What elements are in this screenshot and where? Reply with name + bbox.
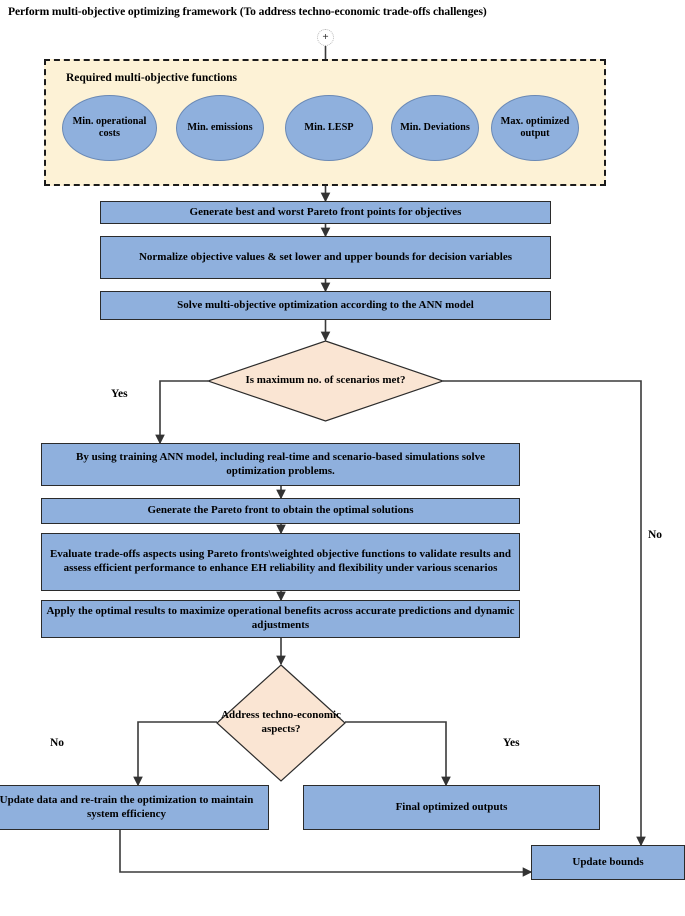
process-evaluate-tradeoffs[interactable] [41, 533, 520, 591]
process-update-bounds[interactable] [531, 845, 685, 880]
process-final-optimized-outputs[interactable] [303, 785, 600, 830]
process-label: Evaluate trade-offs aspects using Pareto fronts\weighted objective functions to validate results and assess efficient performance to enhance EH reliability and flexibility under various scenarios [49, 548, 512, 574]
objective-node-deviations[interactable] [391, 95, 479, 161]
process-generate-pareto-points[interactable] [100, 201, 551, 224]
decision-max-scenarios[interactable] [207, 340, 444, 422]
decision-shape [216, 664, 346, 782]
process-generate-pareto-front[interactable] [41, 498, 520, 524]
process-label: Update bounds [572, 855, 644, 868]
edge-label-scenarios-no: No [648, 529, 663, 541]
objectives-group-label: Required multi-objective functions [66, 72, 238, 84]
decision-techno-economic[interactable] [216, 664, 346, 782]
add-node-icon[interactable]: + [317, 29, 334, 46]
decision-label: Address techno-economic aspects? [221, 709, 341, 735]
process-label: By using training ANN model, including real-time and scenario-based simulations solve optimization problems. [76, 450, 485, 477]
process-label: Generate best and worst Pareto front points for objectives [189, 205, 462, 218]
objective-label: Min. operational costs [72, 116, 147, 139]
objective-node-optimized-output[interactable] [491, 95, 579, 161]
process-label: Generate the Pareto front to obtain the optimal solutions [147, 504, 414, 517]
process-label: Normalize objective values & set lower and upper bounds for decision variables [138, 250, 513, 263]
page-title: Perform multi-objective optimizing framework (To address techno-economic trade-offs challenges) [8, 5, 487, 18]
process-label: Update data and re-train the optimization to maintain system efficiency [0, 793, 254, 820]
objective-label: Min. Deviations [400, 122, 470, 134]
objective-node-lesp[interactable] [285, 95, 373, 161]
decision-shape [207, 340, 444, 422]
edge-label-scenarios-yes: Yes [111, 388, 128, 400]
objective-node-emissions[interactable] [176, 95, 264, 161]
objective-label: Min. LESP [304, 122, 354, 134]
edge-label-techno-no: No [50, 737, 65, 749]
process-label: Final optimized outputs [395, 800, 508, 813]
process-normalize-objectives[interactable] [100, 236, 551, 279]
process-solve-multiobjective[interactable] [100, 291, 551, 320]
decision-label: Is maximum no. of scenarios met? [245, 374, 406, 387]
objective-label: Max. optimized output [500, 116, 570, 139]
objective-node-operational-costs[interactable] [62, 95, 157, 161]
edge-label-techno-yes: Yes [503, 737, 520, 749]
process-label: Apply the optimal results to maximize operational benefits across accurate predictions and dynamic adjustments [46, 605, 515, 631]
process-label: Solve multi-objective optimization according to the ANN model [177, 298, 474, 311]
process-train-ann-model[interactable] [41, 443, 520, 486]
process-apply-optimal-results[interactable] [41, 600, 520, 638]
objective-label: Min. emissions [187, 122, 253, 134]
process-update-data-retrain[interactable] [0, 785, 269, 830]
